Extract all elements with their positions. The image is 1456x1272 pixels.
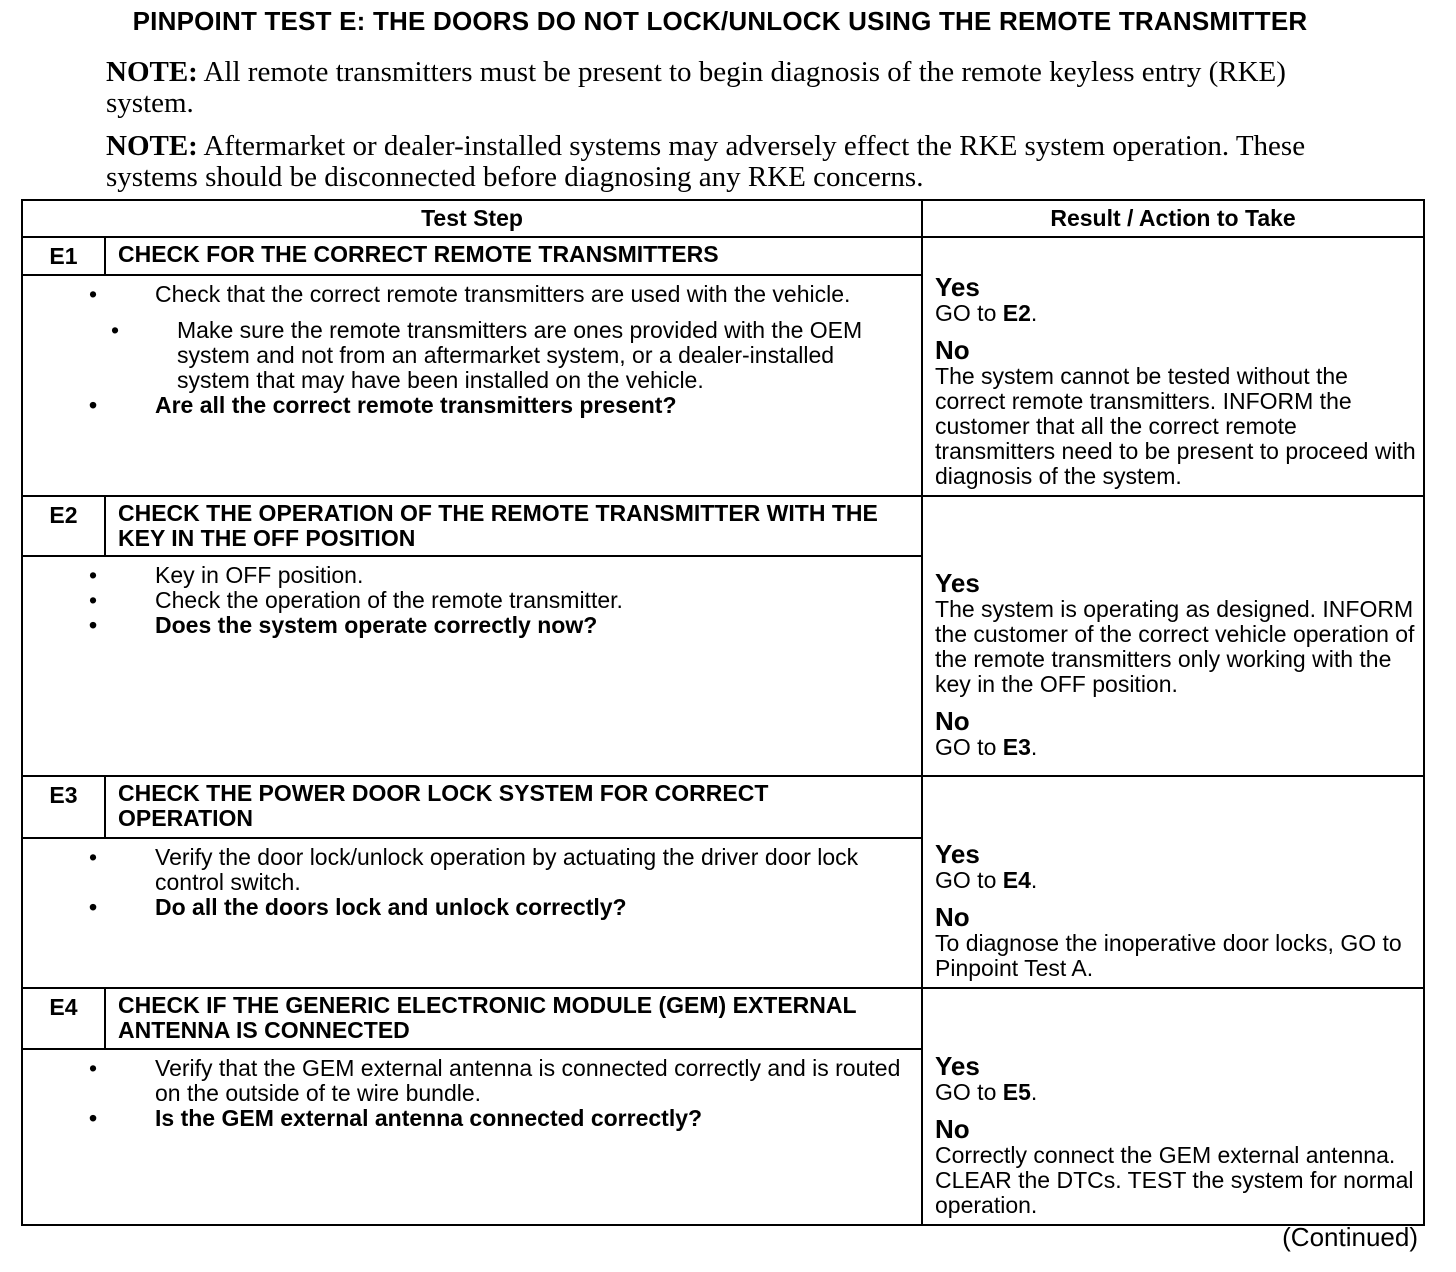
step-title-e1: CHECK FOR THE CORRECT REMOTE TRANSMITTERS bbox=[105, 237, 922, 275]
yes-label: Yes bbox=[935, 839, 980, 869]
result-cell-e4 bbox=[922, 988, 1424, 1225]
page-title: PINPOINT TEST E: THE DOORS DO NOT LOCK/UNLOCK USING THE REMOTE TRANSMITTER bbox=[132, 6, 1308, 36]
continued-label: (Continued) bbox=[1282, 1222, 1418, 1252]
list-item: • Are all the correct remote transmitters present? bbox=[89, 392, 677, 418]
step-title-row-e3 bbox=[22, 776, 1424, 838]
no-action: To diagnose the inoperative door locks, GO to Pinpoint Test A. bbox=[935, 930, 1402, 981]
step-title-e3: CHECK THE POWER DOOR LOCK SYSTEM FOR CORRECT OPERATION bbox=[105, 776, 922, 838]
list-item: • Check the operation of the remote transmitter. bbox=[89, 587, 623, 613]
yes-action: GO to E2. bbox=[935, 300, 1038, 326]
step-body-e2 bbox=[22, 556, 922, 776]
list-item: • Check that the correct remote transmitters are used with the vehicle. bbox=[89, 281, 851, 307]
step-body-e3 bbox=[22, 838, 922, 988]
list-item: • Key in OFF position. bbox=[89, 562, 364, 588]
no-label: No bbox=[935, 335, 970, 365]
step-body-e4 bbox=[22, 1049, 922, 1225]
header-result-action: Result / Action to Take bbox=[922, 200, 1424, 237]
yes-action: The system is operating as designed. INFORM the customer of the correct vehicle operation of the remote transmitters only working with the key in the OFF position. bbox=[935, 596, 1415, 697]
yes-action: GO to E4. bbox=[935, 867, 1038, 893]
no-action: GO to E3. bbox=[935, 734, 1038, 760]
note-text: Aftermarket or dealer-installed systems may adversely effect the RKE system operation. These systems should be disconnected before diagnosing any RKE concerns. bbox=[106, 130, 1306, 193]
note-aftermarket-systems bbox=[106, 131, 1326, 193]
no-label: No bbox=[935, 706, 970, 736]
step-id-e3: E3 bbox=[22, 776, 105, 838]
step-id-e1: E1 bbox=[22, 237, 105, 275]
note-text: All remote transmitters must be present to begin diagnosis of the remote keyless entry (RKE) system. bbox=[106, 56, 1286, 119]
no-label: No bbox=[935, 902, 970, 932]
step-title-row-e2 bbox=[22, 496, 1424, 556]
step-id-e2: E2 bbox=[22, 496, 105, 556]
no-label: No bbox=[935, 1114, 970, 1144]
result-cell-e2 bbox=[922, 496, 1424, 776]
no-action: The system cannot be tested without the correct remote transmitters. INFORM the customer that all the correct remote transmitters need to be present to proceed with diagnosis of the system. bbox=[935, 363, 1416, 489]
note-label: NOTE: bbox=[106, 130, 198, 162]
note-rke-transmitters bbox=[106, 57, 1326, 119]
note-label: NOTE: bbox=[106, 56, 198, 88]
step-title-row-e1 bbox=[22, 237, 1424, 275]
header-test-step: Test Step bbox=[22, 200, 922, 237]
result-cell-e3 bbox=[922, 776, 1424, 988]
yes-action: GO to E5. bbox=[935, 1079, 1038, 1105]
list-item: • Make sure the remote transmitters are ones provided with the OEM system and not from an aftermarket system, or a dealer-installed system that may have been installed on the vehicle. bbox=[111, 317, 863, 393]
pinpoint-test-table bbox=[21, 199, 1425, 1226]
step-title-e4: CHECK IF THE GENERIC ELECTRONIC MODULE (GEM) EXTERNAL ANTENNA IS CONNECTED bbox=[105, 988, 922, 1049]
step-body-e1 bbox=[22, 275, 922, 496]
table-header-row bbox=[22, 200, 1424, 237]
list-item: • Verify that the GEM external antenna is connected correctly and is routed on the outside of te wire bundle. bbox=[89, 1054, 901, 1106]
step-title-row-e4 bbox=[22, 988, 1424, 1049]
result-cell-e1 bbox=[922, 237, 1424, 496]
list-item: • Do all the doors lock and unlock correctly? bbox=[89, 893, 627, 920]
yes-label: Yes bbox=[935, 568, 980, 598]
list-item: • Does the system operate correctly now? bbox=[89, 612, 598, 638]
step-id-e4: E4 bbox=[22, 988, 105, 1049]
yes-label: Yes bbox=[935, 1051, 980, 1081]
step-title-e2: CHECK THE OPERATION OF THE REMOTE TRANSMITTER WITH THE KEY IN THE OFF POSITION bbox=[105, 496, 922, 556]
yes-label: Yes bbox=[935, 272, 980, 302]
no-action: Correctly connect the GEM external antenna. CLEAR the DTCs. TEST the system for normal operation. bbox=[935, 1142, 1414, 1218]
list-item: • Is the GEM external antenna connected correctly? bbox=[89, 1104, 703, 1131]
list-item: • Verify the door lock/unlock operation by actuating the driver door lock control switch. bbox=[89, 843, 859, 895]
